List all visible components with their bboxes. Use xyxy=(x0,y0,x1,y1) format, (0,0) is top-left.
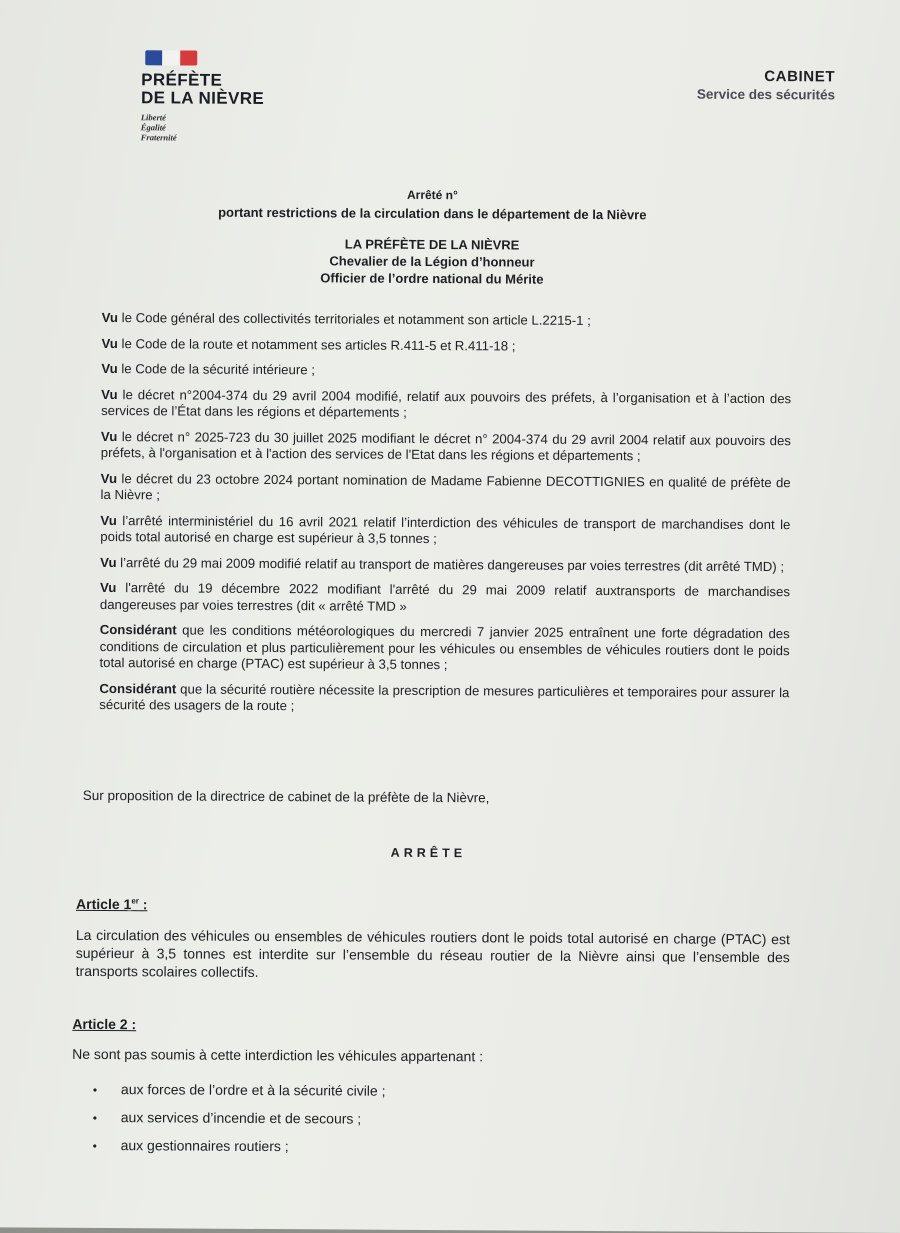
issuing-authority xyxy=(0,233,882,289)
clause-lead: Vu xyxy=(100,512,117,528)
clause-text: le décret n° 2025-723 du 30 juillet 2025 modifiant le décret n° 2004-374 du 29 avril 2004 relatif aux pouvoirs des préfets, à l'organisation et à l'action des services de l'Etat dans les régions et départements ; xyxy=(100,428,791,464)
clause-text: le Code de la route et notamment ses articles R.411-5 et R.411-18 ; xyxy=(117,335,516,354)
proposal-line: Sur proposition de la directrice de cabinet de la préfète de la Nièvre, xyxy=(82,787,490,806)
service-subtitle: Service des sécurités xyxy=(696,86,836,103)
clause-lead: Vu xyxy=(101,309,119,326)
authority-line: LA PRÉFÈTE DE LA NIÈVRE xyxy=(344,236,520,253)
legal-clause xyxy=(100,580,790,617)
clause-text: le décret n°2004-374 du 29 avril 2004 modifié, relatif aux pouvoirs des préfets, à l’organisation et à l’action des services de l’État dans les régions et départements ; xyxy=(101,386,792,420)
article-1-body: La circulation des véhicules ou ensembles de véhicules routiers dont le poids total autorisé en charge (PTAC) est supérieur à 3,5 tonnes est interdite sur l’ensemble du réseau routier de la Nièvre ainsi que l’ensemble des transports scolaires collectifs. xyxy=(75,926,790,980)
clause-lead: Vu xyxy=(99,579,117,596)
marianne-flag-icon xyxy=(145,50,197,65)
legal-clause xyxy=(101,386,791,423)
clause-lead: Vu xyxy=(101,386,118,402)
legal-clause xyxy=(101,361,791,382)
exemption-text: aux services d’incendie et de secours ; xyxy=(120,1109,362,1127)
bullet-icon: • xyxy=(92,1138,97,1153)
clause-text: le Code de la sécurité intérieure ; xyxy=(117,361,315,378)
clause-lead: Considérant xyxy=(99,680,177,696)
clause-text: l’arrêté du 29 mai 2009 modifié relatif au transport de matières dangereuses par voies terrestres (dit arrêté TMD) ; xyxy=(116,554,785,574)
legal-clause xyxy=(101,335,791,356)
clause-lead: Vu xyxy=(101,335,118,351)
legal-clause xyxy=(100,512,790,549)
clause-lead: Vu xyxy=(100,554,117,570)
legal-clause xyxy=(99,680,789,717)
bullet-icon: • xyxy=(92,1082,98,1097)
legal-clause xyxy=(102,310,792,331)
service-title: CABINET xyxy=(764,68,836,86)
article-2-title: Article 2 : xyxy=(72,1015,137,1033)
clause-text: le Code général des collectivités territoriales et notamment son article L.2215-1 ; xyxy=(117,310,591,328)
clause-lead: Vu xyxy=(101,360,118,377)
article-2-intro: Ne sont pas soumis à cette interdiction les véhicules appartenant : xyxy=(72,1045,484,1065)
clause-text: l'arrêté du 19 décembre 2022 modifiant l'arrêté du 29 mai 2009 relatif auxtransports de marchandises dangereuses par voies terrestres (dit « arrêté TMD » xyxy=(99,580,791,614)
legal-clause xyxy=(101,470,791,507)
legal-clause xyxy=(99,622,789,676)
decree-number: Arrêté n° xyxy=(406,187,458,203)
authority-line: Chevalier de la Légion d’honneur xyxy=(329,253,535,270)
decision-heading: ARRÊTE xyxy=(390,845,467,861)
legal-basis-clauses xyxy=(99,310,792,727)
issuing-service xyxy=(697,68,835,104)
clause-lead: Considérant xyxy=(99,621,177,638)
clause-text: l’arrêté interministériel du 16 avril 2021 relatif l’interdiction des véhicules de transport de marchandises dont le poids total autorisé en charge est supérieur à 3,5 tonnes ; xyxy=(100,512,791,547)
bullet-icon: • xyxy=(92,1110,98,1125)
clause-text: le décret du 23 octobre 2024 portant nomination de Madame Fabienne DECOTTIGNIES en qualité de préfète de la Nièvre ; xyxy=(100,470,791,503)
article-1-title: Article 1er : xyxy=(76,895,148,913)
prefecture-logo xyxy=(141,50,265,143)
exemption-item xyxy=(93,1132,386,1162)
legal-clause xyxy=(100,554,790,575)
exemption-list xyxy=(93,1076,386,1162)
clause-lead: Vu xyxy=(100,470,118,486)
authority-line: Officier de l’ordre national du Mérite xyxy=(320,270,544,287)
prefecture-name: PRÉFÈTE DE LA NIÈVRE xyxy=(140,70,265,108)
exemption-text: aux forces de l’ordre et à la sécurité civile ; xyxy=(120,1081,386,1099)
exemption-item xyxy=(93,1076,386,1106)
republic-motto: Liberté Égalité Fraternité xyxy=(140,112,177,143)
clause-text: que la sécurité routière nécessite la prescription de mesures particulières et temporaires pour assurer la sécurité des usagers de la route ; xyxy=(99,680,790,714)
clause-lead: Vu xyxy=(100,428,118,444)
exemption-item xyxy=(93,1104,386,1134)
exemption-text: aux gestionnaires routiers ; xyxy=(120,1137,289,1155)
decree-subject: portant restrictions de la circulation dans le département de la Nièvre xyxy=(218,204,647,223)
clause-text: que les conditions météorologiques du mercredi 7 janvier 2025 entraînent une forte dégradation des conditions de circulation et plus particulièrement pour les véhicules ou ensembles de véhicules routiers dont le poids total autorisé en charge (PTAC) est supérieur à 3,5 tonnes ; xyxy=(99,622,790,673)
legal-clause xyxy=(101,428,791,465)
